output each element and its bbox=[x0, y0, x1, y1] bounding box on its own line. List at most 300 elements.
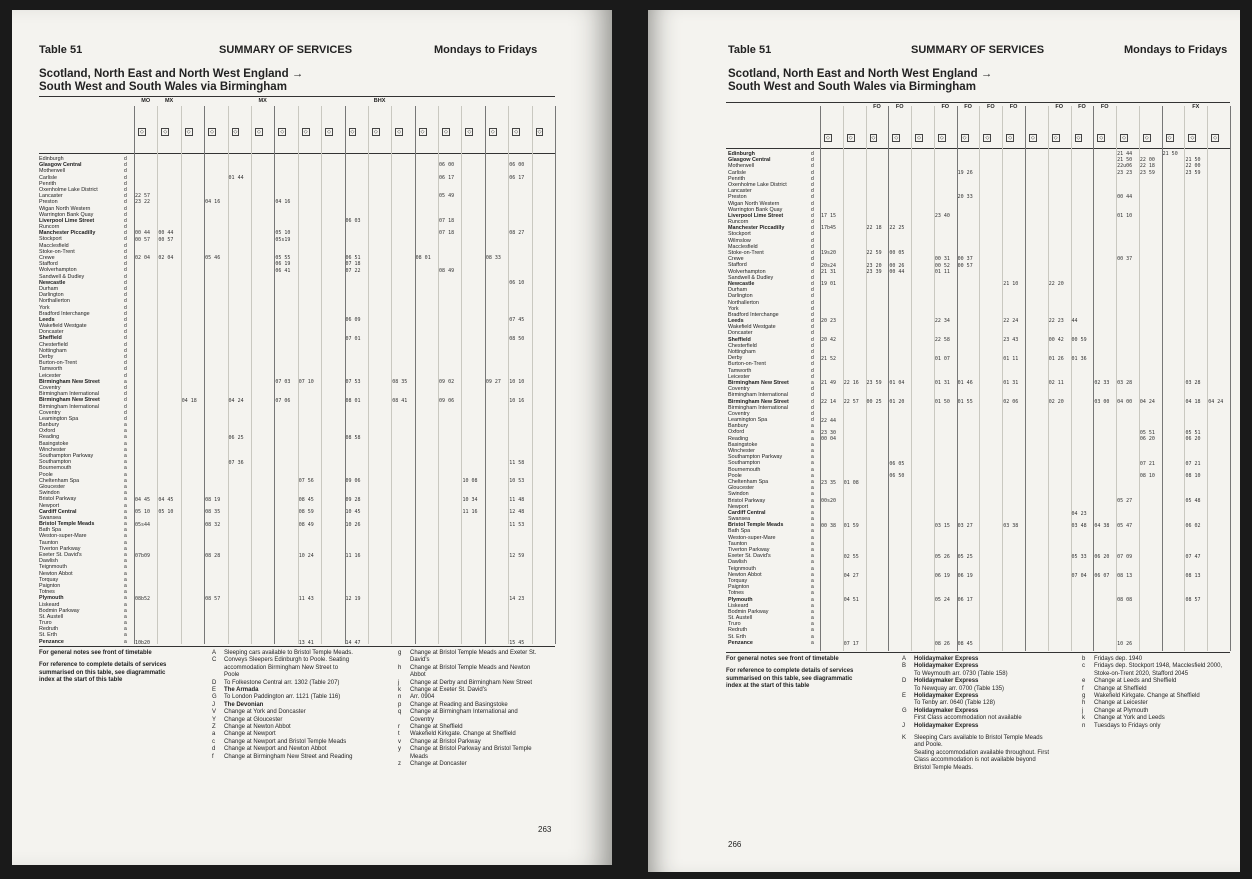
station-name: Doncaster bbox=[39, 329, 64, 336]
arr-dep-flag: a bbox=[124, 552, 127, 558]
station-name: Bradford Interchange bbox=[39, 310, 90, 317]
departure-time: 03 48 bbox=[1071, 523, 1087, 529]
arr-dep-column bbox=[811, 151, 814, 646]
station-name: Coventry bbox=[39, 384, 61, 391]
arr-dep-flag: d bbox=[811, 324, 814, 331]
arr-dep-flag: a bbox=[124, 576, 127, 583]
departure-time: 04 38 bbox=[1094, 523, 1110, 529]
column-class-icon: ◇ bbox=[1144, 135, 1149, 141]
arr-dep-flag: d bbox=[811, 194, 814, 201]
footnote-text: Meads bbox=[410, 753, 429, 760]
departure-time: 00 31 bbox=[934, 256, 950, 263]
arr-dep-flag: a bbox=[124, 533, 127, 540]
station-name: Teignmouth bbox=[39, 564, 67, 571]
station-name: Derby bbox=[728, 355, 743, 362]
page-number: 266 bbox=[728, 840, 742, 849]
footnote-line bbox=[902, 765, 1082, 772]
arr-dep-flag: d bbox=[811, 404, 814, 411]
footnote-key: E bbox=[212, 687, 217, 694]
station-name: Cheltenham Spa bbox=[728, 478, 769, 485]
footnote-line bbox=[902, 735, 1082, 742]
footnote-line bbox=[212, 724, 387, 731]
footnote-line bbox=[212, 739, 387, 746]
departure-time: 01 50 bbox=[934, 399, 950, 405]
departure-time: 05 24 bbox=[934, 597, 950, 604]
footnote-line bbox=[902, 708, 1082, 715]
station-name: Leeds bbox=[728, 318, 744, 325]
column-class-icon: ◇ bbox=[186, 129, 191, 135]
departure-time: 00 57 bbox=[135, 236, 151, 243]
footnote-text: Sleeping Cars available to Bristol Temple Meads bbox=[914, 735, 1043, 742]
station-name: Tiverton Parkway bbox=[728, 547, 770, 553]
footnote-key: D bbox=[902, 678, 907, 685]
departure-time: 08 41 bbox=[392, 397, 408, 404]
departure-time: 07 56 bbox=[298, 478, 314, 485]
station-name: Banbury bbox=[39, 422, 60, 429]
footnote-line bbox=[1082, 663, 1240, 670]
footer-rule bbox=[39, 646, 555, 647]
footnote-text: Holidaymaker Express bbox=[914, 678, 979, 685]
arr-dep-flag: d bbox=[811, 157, 814, 164]
footnote-text: For general notes see front of timetable bbox=[39, 650, 152, 656]
station-name: Wolverhampton bbox=[39, 267, 77, 274]
station-name: Gloucester bbox=[39, 483, 66, 490]
departure-time: 00 57 bbox=[158, 236, 174, 243]
arr-dep-flag: a bbox=[124, 539, 127, 546]
arr-dep-flag: a bbox=[811, 516, 814, 523]
column-class-icon: ◇ bbox=[537, 129, 542, 135]
arr-dep-flag: a bbox=[811, 584, 814, 591]
departure-time: 10b20 bbox=[135, 639, 151, 646]
arr-dep-flag: d bbox=[124, 193, 127, 200]
footnote-text: To Tenby arr. 0640 (Table 128) bbox=[914, 700, 995, 707]
footnote-text: Change at Exeter St. David's bbox=[410, 687, 487, 694]
departure-time: 02 33 bbox=[1094, 380, 1110, 387]
footnote-key: E bbox=[902, 693, 907, 700]
arr-dep-flag: a bbox=[124, 477, 127, 484]
station-name: Warrington Bank Quay bbox=[728, 206, 783, 213]
column-class-icon: ◇ bbox=[233, 129, 238, 135]
departure-time: 00 05 bbox=[889, 250, 905, 257]
arr-dep-flag: d bbox=[124, 285, 127, 292]
footnote-line bbox=[212, 672, 387, 679]
footnote-text: and Poole. bbox=[914, 742, 943, 749]
departure-time: 06 10 bbox=[509, 280, 525, 286]
footnote-text: Abbot bbox=[410, 672, 426, 679]
departure-time: 01 20 bbox=[889, 399, 905, 405]
station-name: Taunton bbox=[39, 539, 59, 546]
departure-time: 10 10 bbox=[509, 379, 525, 386]
column-class-icon: ◇ bbox=[1099, 135, 1104, 141]
station-list bbox=[39, 156, 100, 645]
station-name: Bradford Interchange bbox=[728, 311, 779, 318]
left-page bbox=[12, 10, 612, 865]
station-name: Stockport bbox=[39, 236, 62, 243]
station-name: Lancaster bbox=[39, 193, 63, 200]
column-class-icon: ◇ bbox=[1008, 135, 1013, 141]
departure-time: 08 59 bbox=[298, 509, 314, 516]
footnote-key: Y bbox=[212, 716, 217, 723]
station-name: Stockport bbox=[728, 231, 751, 238]
footnote-key: C bbox=[212, 657, 217, 664]
footnote-text: Change at York and Leeds bbox=[1094, 715, 1165, 722]
departure-time: 06 19 bbox=[957, 572, 973, 579]
station-name: Stoke-on-Trent bbox=[39, 248, 75, 255]
departure-time: 00 37 bbox=[957, 256, 973, 263]
arr-dep-flag: d bbox=[124, 292, 127, 299]
station-name: Macclesfield bbox=[728, 243, 758, 250]
arr-dep-flag: a bbox=[124, 483, 127, 490]
departure-time: 04 51 bbox=[843, 597, 859, 604]
arr-dep-flag: a bbox=[124, 558, 127, 565]
footnote-text: Holidaymaker Express bbox=[914, 722, 979, 729]
arr-dep-flag: d bbox=[124, 403, 127, 410]
footnote-text: Change at Newton Abbot bbox=[224, 724, 291, 731]
footnote-key: c bbox=[212, 738, 215, 745]
departure-time: 09 06 bbox=[345, 478, 361, 485]
arr-dep-flag: a bbox=[811, 441, 814, 448]
station-name: Teignmouth bbox=[728, 565, 756, 572]
station-name: Macclesfield bbox=[39, 242, 69, 249]
station-name: Bournemouth bbox=[728, 466, 761, 473]
departure-time: 07 45 bbox=[509, 317, 525, 324]
station-name: Darlington bbox=[728, 293, 753, 300]
station-name: Tamworth bbox=[728, 367, 752, 374]
arr-dep-flag: d bbox=[124, 298, 127, 305]
arr-dep-flag: a bbox=[811, 633, 814, 640]
station-name: Newport bbox=[728, 503, 749, 510]
arr-dep-flag: d bbox=[124, 310, 127, 317]
arr-dep-flag: d bbox=[811, 361, 814, 368]
footnote-line bbox=[902, 686, 1082, 693]
station-name: Cheltenham Spa bbox=[39, 477, 80, 484]
departure-time: 08b52 bbox=[135, 596, 151, 603]
station-name: Penrith bbox=[728, 175, 746, 182]
footnote-key: A bbox=[212, 650, 217, 656]
column-header-code: FO bbox=[895, 104, 904, 110]
station-name: Tamworth bbox=[39, 366, 63, 373]
departure-time: 01 55 bbox=[957, 399, 973, 405]
arr-dep-flag: a bbox=[811, 503, 814, 510]
column-header-code: FO bbox=[1009, 104, 1018, 110]
station-name: Basingstoke bbox=[728, 441, 758, 448]
column-class-icon: ◇ bbox=[1031, 135, 1035, 141]
station-name: Bournemouth bbox=[39, 465, 72, 472]
footnote-key: v bbox=[398, 738, 401, 745]
departure-time: 06 41 bbox=[275, 267, 291, 274]
station-name: Liverpool Lime Street bbox=[728, 212, 784, 219]
arr-dep-flag: d bbox=[811, 206, 814, 213]
departure-time: 22 14 bbox=[821, 399, 837, 405]
column-class-icon: ◇ bbox=[490, 129, 495, 135]
column-header-code: MX bbox=[164, 98, 174, 104]
departure-time: 22 57 bbox=[843, 399, 859, 405]
departure-time: 11 48 bbox=[509, 497, 525, 503]
footnote-line bbox=[902, 750, 1082, 757]
footer-rule bbox=[726, 652, 1230, 653]
departure-time: 22 00 bbox=[1139, 157, 1155, 164]
departure-time: 08 32 bbox=[205, 521, 221, 528]
arr-dep-flag: d bbox=[124, 199, 127, 206]
arr-dep-flag: d bbox=[811, 299, 814, 306]
departure-time: 17b45 bbox=[821, 225, 837, 232]
departure-time: 06 19 bbox=[934, 572, 950, 579]
station-name: Oxenholme Lake District bbox=[39, 186, 98, 193]
arr-dep-flag: a bbox=[811, 577, 814, 584]
departure-time: 05 55 bbox=[275, 255, 291, 262]
departure-time: 02 20 bbox=[1048, 399, 1064, 405]
departure-time: 20s24 bbox=[821, 262, 837, 269]
arr-dep-flag: a bbox=[124, 527, 127, 534]
footnote-line bbox=[1082, 656, 1240, 663]
departure-time: 21 49 bbox=[821, 380, 837, 387]
departure-time: 08 45 bbox=[957, 640, 973, 647]
departure-time: 11 43 bbox=[298, 596, 314, 603]
arr-dep-flag: a bbox=[811, 460, 814, 467]
footnote-text: Holidaymaker Express bbox=[914, 663, 979, 670]
station-name: Glasgow Central bbox=[728, 157, 771, 164]
station-name: Liskeard bbox=[728, 602, 749, 609]
arr-dep-flag: d bbox=[124, 186, 127, 193]
footnote-line bbox=[398, 657, 563, 664]
departure-time: 21 31 bbox=[821, 268, 837, 275]
arr-dep-flag: a bbox=[124, 502, 127, 509]
footnote-line bbox=[212, 680, 387, 687]
arr-dep-flag: d bbox=[124, 224, 127, 231]
arr-dep-flag: d bbox=[811, 256, 814, 263]
footnote-text: index at the start of this table bbox=[726, 683, 810, 690]
departure-time: 05 51 bbox=[1185, 430, 1201, 436]
arr-dep-column bbox=[124, 156, 127, 645]
footnote-line bbox=[39, 662, 189, 669]
station-name: St. Erth bbox=[728, 633, 746, 640]
station-name: Manchester Piccadilly bbox=[728, 225, 785, 232]
departure-time: 07 17 bbox=[843, 640, 859, 647]
departure-time: 07 03 bbox=[275, 379, 291, 386]
departure-time: 23 20 bbox=[866, 262, 882, 269]
column-class-icon: ◇ bbox=[826, 135, 830, 141]
table-number: Table 51 bbox=[728, 44, 772, 56]
station-name: Newcastle bbox=[728, 280, 755, 287]
departure-time: 23 30 bbox=[821, 430, 837, 436]
arr-dep-flag: a bbox=[124, 422, 127, 429]
departure-time: 06 03 bbox=[345, 218, 361, 224]
arr-dep-flag: d bbox=[124, 409, 127, 416]
departure-time: 10 26 bbox=[345, 521, 361, 528]
arr-dep-flag: a bbox=[811, 491, 814, 498]
station-name: Stoke-on-Trent bbox=[728, 250, 764, 256]
departure-time: 04 18 bbox=[1185, 399, 1201, 405]
footnote-key: f bbox=[1082, 685, 1084, 692]
departure-time: 06 51 bbox=[345, 255, 361, 262]
arr-dep-flag: a bbox=[124, 459, 127, 466]
departure-time: 01 59 bbox=[843, 523, 859, 529]
departure-time: 00 44 bbox=[889, 268, 905, 275]
station-name: Birmingham New Street bbox=[39, 397, 100, 404]
arr-dep-flag: d bbox=[124, 255, 127, 261]
column-class-icon: ◇ bbox=[210, 129, 215, 135]
grid-column-line bbox=[555, 106, 556, 644]
station-name: Sandwell & Dudley bbox=[39, 273, 85, 280]
station-name: Penrith bbox=[39, 180, 57, 187]
footnote-line bbox=[726, 676, 886, 683]
departure-time: 21 50 bbox=[1185, 157, 1201, 164]
arr-dep-flag: d bbox=[811, 200, 814, 207]
departure-time: 22 57 bbox=[135, 193, 151, 200]
departure-time: 08 27 bbox=[509, 230, 525, 237]
station-name: Lancaster bbox=[728, 188, 752, 195]
footnote-line bbox=[212, 754, 387, 761]
footnote-text: Change at Doncaster bbox=[410, 761, 467, 768]
departure-time: 06 20 bbox=[1139, 436, 1155, 443]
station-name: Oxenholme Lake District bbox=[728, 181, 787, 188]
arr-dep-flag: d bbox=[124, 384, 127, 391]
departure-time: 08 19 bbox=[205, 497, 221, 503]
departure-time: 08 45 bbox=[298, 497, 314, 503]
departure-time: 05 26 bbox=[934, 554, 950, 560]
footnote-text: Change at Newport and Newton Abbot bbox=[224, 746, 327, 753]
departure-time: 05 25 bbox=[957, 554, 973, 560]
footnote-text: Change at Leicester bbox=[1094, 700, 1148, 707]
footnote-line bbox=[1082, 671, 1240, 678]
departure-time: 08 33 bbox=[485, 255, 501, 262]
footnote-text: The Devonian bbox=[224, 701, 264, 708]
footnote-key: n bbox=[398, 694, 402, 701]
station-name: Birmingham International bbox=[728, 404, 788, 411]
departure-time: 20 33 bbox=[957, 194, 973, 201]
arr-dep-flag: a bbox=[811, 472, 814, 479]
departure-time: 00 44 bbox=[158, 230, 174, 237]
column-class-icon: ◇ bbox=[894, 135, 899, 141]
departure-time: 07 06 bbox=[275, 397, 291, 404]
station-name: St. Austell bbox=[728, 615, 752, 622]
station-name: Totnes bbox=[39, 589, 55, 596]
departure-time: 23 35 bbox=[821, 479, 837, 486]
departure-time: 01 46 bbox=[957, 380, 973, 387]
departure-time: 22 59 bbox=[866, 250, 882, 257]
station-name: Bath Spa bbox=[39, 527, 62, 534]
departure-time: 05 27 bbox=[1117, 498, 1133, 505]
arr-dep-flag: a bbox=[124, 428, 127, 435]
station-name: Chesterfield bbox=[39, 341, 68, 348]
departure-time: 01 11 bbox=[1003, 355, 1019, 362]
arr-dep-flag: a bbox=[811, 571, 814, 578]
station-name: York bbox=[39, 304, 50, 311]
departure-time: 06 00 bbox=[439, 162, 455, 169]
arr-dep-flag: d bbox=[124, 329, 127, 336]
station-name: Birmingham International bbox=[39, 391, 99, 398]
arr-dep-flag: d bbox=[811, 225, 814, 232]
arr-dep-flag: d bbox=[811, 349, 814, 355]
departure-time: 07 47 bbox=[1185, 554, 1201, 560]
departure-time: 01 07 bbox=[934, 355, 950, 362]
arr-dep-flag: d bbox=[811, 231, 814, 238]
departure-time: 17 15 bbox=[821, 213, 837, 219]
footnote-text: Wakefield Kirkgate. Change at Sheffield bbox=[410, 731, 516, 738]
footnote-text: Stoke-on-Trent 2020, Stafford 2045 bbox=[1094, 670, 1189, 677]
arr-dep-flag: d bbox=[124, 360, 127, 367]
footnote-text: Change at Bristol Parkway and Bristol Temple bbox=[410, 746, 532, 753]
station-name: Plymouth bbox=[39, 595, 64, 602]
footnote-line bbox=[398, 650, 563, 657]
station-name: Poole bbox=[728, 472, 742, 479]
departure-time: 00 44 bbox=[1117, 194, 1133, 201]
footnote-key: c bbox=[1082, 663, 1085, 670]
station-name: Edinburgh bbox=[39, 156, 64, 162]
footnote-line bbox=[212, 709, 387, 716]
departure-time: 09 28 bbox=[345, 497, 361, 503]
departure-time: 00 04 bbox=[821, 436, 837, 443]
arr-dep-flag: d bbox=[124, 347, 127, 354]
arr-dep-flag: a bbox=[811, 639, 814, 646]
footnote-line bbox=[902, 757, 1082, 764]
arr-dep-flag: a bbox=[124, 620, 127, 627]
departure-time: 06 05 bbox=[889, 461, 905, 467]
station-name: Preston bbox=[39, 199, 58, 206]
departure-time: 22 16 bbox=[843, 380, 859, 387]
departure-time: 05 46 bbox=[205, 255, 221, 262]
footnote-text: Change at Plymouth bbox=[1094, 707, 1149, 714]
arr-dep-flag: a bbox=[124, 595, 127, 602]
station-name: Winchester bbox=[728, 448, 755, 454]
column-header-code: FO bbox=[964, 104, 972, 110]
footnote-line bbox=[398, 724, 563, 731]
footnote-line bbox=[1082, 686, 1240, 693]
arr-dep-flag: a bbox=[811, 602, 814, 609]
footnote-line bbox=[902, 715, 1082, 722]
footnotes-column-1 bbox=[902, 656, 1082, 772]
arr-dep-flag: d bbox=[811, 280, 814, 287]
arr-dep-flag: d bbox=[811, 169, 814, 176]
station-name: Cardiff Central bbox=[39, 508, 77, 515]
footnote-text: Change at York and Doncaster bbox=[224, 709, 306, 716]
footnote-line bbox=[902, 700, 1082, 707]
departure-time: 11 16 bbox=[345, 552, 361, 559]
departure-time: 00 57 bbox=[957, 262, 973, 269]
column-class-icon: ◇ bbox=[350, 129, 355, 135]
arr-dep-flag: d bbox=[124, 304, 127, 311]
departure-time: 23 59 bbox=[866, 380, 882, 387]
station-name: Chesterfield bbox=[728, 342, 757, 349]
station-name: Birmingham International bbox=[728, 392, 788, 399]
footnote-key: k bbox=[1082, 715, 1085, 722]
footnote-key: e bbox=[1082, 678, 1086, 685]
departure-time: 21 50 bbox=[1162, 151, 1178, 157]
footnote-text: Change at Gloucester bbox=[224, 716, 283, 723]
footnote-line bbox=[212, 731, 387, 738]
departure-time: 44 bbox=[1071, 318, 1078, 325]
footnote-key: r bbox=[398, 724, 400, 731]
arr-dep-flag: a bbox=[811, 379, 814, 386]
station-name: Winchester bbox=[39, 446, 66, 453]
departure-time: 06 02 bbox=[1185, 523, 1201, 529]
footnote-key: y bbox=[398, 746, 401, 753]
station-name: Leamington Spa bbox=[728, 417, 768, 424]
departure-time: 06 19 bbox=[275, 261, 291, 268]
departure-time: 07 10 bbox=[298, 379, 314, 386]
station-name: Weston-super-Mare bbox=[39, 533, 87, 540]
footnote-text: To Weymouth arr. 0730 (Table 158) bbox=[914, 670, 1008, 677]
station-name: Stafford bbox=[39, 261, 58, 268]
station-name: Coventry bbox=[728, 386, 750, 393]
arr-dep-flag: a bbox=[124, 434, 127, 441]
footnote-key: q bbox=[398, 709, 402, 716]
departure-time: 08 49 bbox=[298, 521, 314, 528]
station-name: Preston bbox=[728, 194, 747, 201]
arr-dep-flag: d bbox=[811, 373, 814, 380]
arr-dep-flag: d bbox=[811, 417, 814, 424]
arr-dep-flag: d bbox=[811, 367, 814, 374]
